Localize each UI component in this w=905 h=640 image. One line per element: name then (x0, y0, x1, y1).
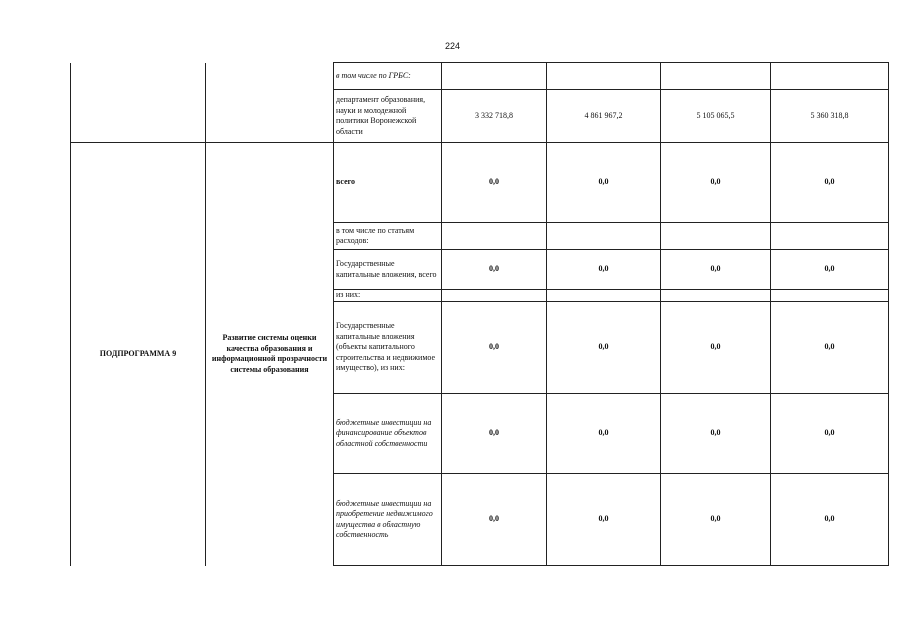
value-cell: 0,0 (442, 250, 547, 290)
value-cell: 0,0 (771, 474, 889, 566)
value-cell: 0,0 (661, 250, 771, 290)
value-cell: 0,0 (771, 143, 889, 223)
value-cell: 0,0 (661, 302, 771, 394)
program-name-cell-empty (206, 63, 334, 143)
value-cell: 0,0 (442, 302, 547, 394)
value-cell: 0,0 (771, 394, 889, 474)
value-cell (661, 290, 771, 302)
value-cell: 0,0 (661, 394, 771, 474)
row-label: бюджетные инвестиции на финансирование объектов областной собственности (334, 394, 442, 474)
program-name: Развитие системы оценки качества образования и информационной прозрачности системы образования (206, 143, 334, 566)
row-label: департамент образования, науки и молодежной политики Воронежской области (334, 90, 442, 143)
value-cell: 0,0 (771, 302, 889, 394)
budget-table (70, 62, 889, 566)
row-label: Государственные капитальные вложения, всего (334, 250, 442, 290)
value-cell: 0,0 (661, 474, 771, 566)
value-cell (771, 63, 889, 90)
value-cell: 0,0 (547, 143, 661, 223)
row-label: Государственные капитальные вложения (объекты капитального строительства и недвижимое имущество), из них: (334, 302, 442, 394)
value-cell (547, 223, 661, 250)
value-cell: 0,0 (547, 474, 661, 566)
row-label: всего (334, 143, 442, 223)
value-cell: 0,0 (661, 143, 771, 223)
value-cell (442, 290, 547, 302)
value-cell (442, 63, 547, 90)
value-cell: 4 861 967,2 (547, 90, 661, 143)
table-row (71, 63, 889, 90)
value-cell (547, 290, 661, 302)
value-cell: 5 105 065,5 (661, 90, 771, 143)
value-cell: 0,0 (442, 143, 547, 223)
program-code: ПОДПРОГРАММА 9 (71, 143, 206, 566)
value-cell (661, 63, 771, 90)
value-cell (547, 63, 661, 90)
value-cell: 3 332 718,8 (442, 90, 547, 143)
value-cell: 0,0 (442, 474, 547, 566)
value-cell (442, 223, 547, 250)
program-code-cell-empty (71, 63, 206, 143)
row-label: в том числе по ГРБС: (334, 63, 442, 90)
value-cell: 0,0 (547, 394, 661, 474)
row-label: в том числе по статьям расходов: (334, 223, 442, 250)
value-cell: 0,0 (547, 250, 661, 290)
value-cell (771, 223, 889, 250)
value-cell: 5 360 318,8 (771, 90, 889, 143)
row-label: из них: (334, 290, 442, 302)
value-cell: 0,0 (547, 302, 661, 394)
value-cell (661, 223, 771, 250)
value-cell: 0,0 (442, 394, 547, 474)
row-label: бюджетные инвестиции на приобретение недвижимого имущества в областную собственность (334, 474, 442, 566)
table-row (71, 143, 889, 223)
page-number: 224 (444, 41, 461, 51)
value-cell: 0,0 (771, 250, 889, 290)
value-cell (771, 290, 889, 302)
